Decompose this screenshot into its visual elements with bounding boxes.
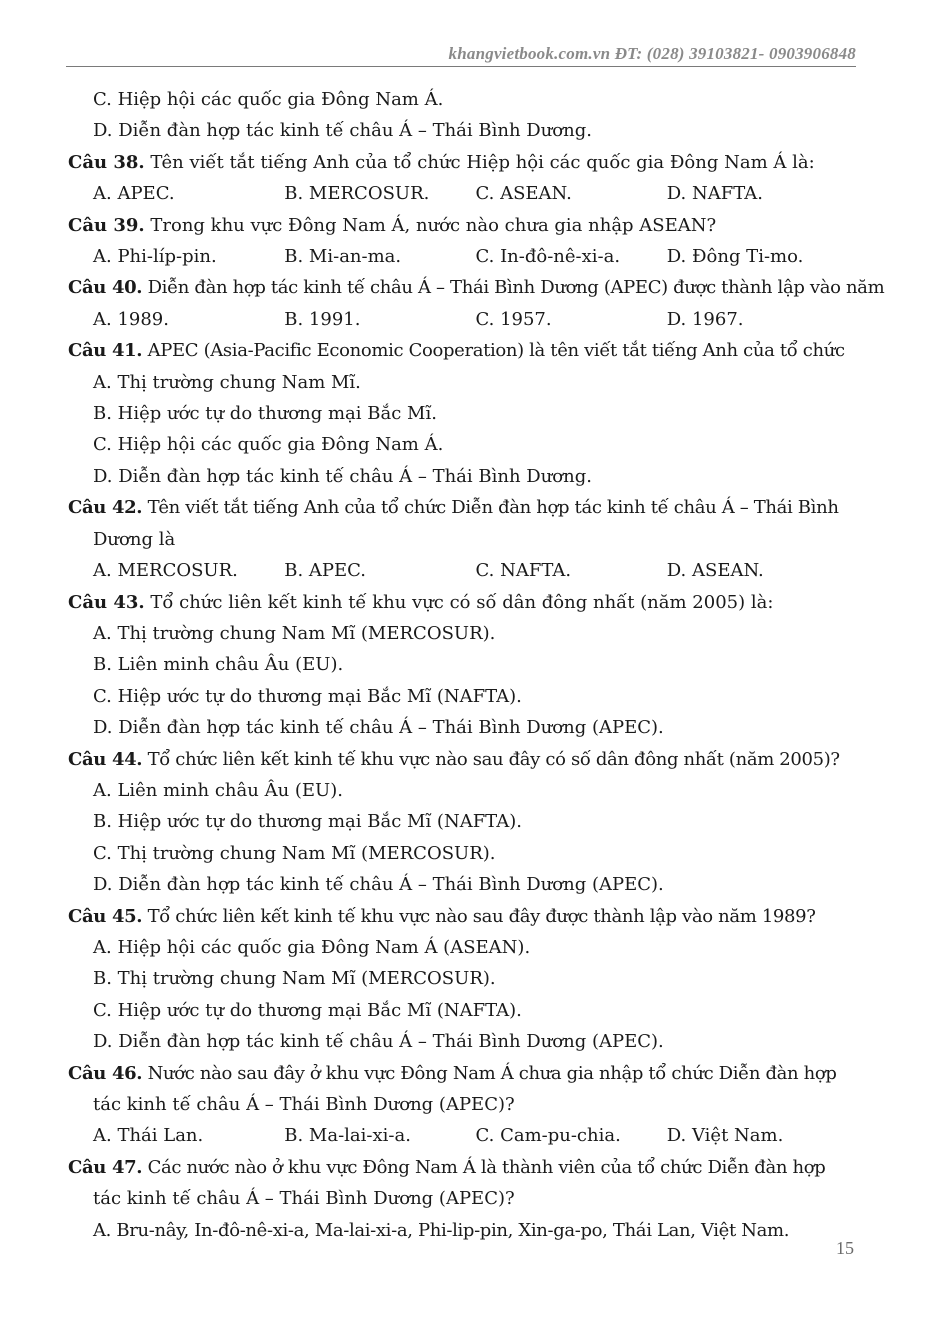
question-number: Câu 43. [68,591,145,613]
question-43 [68,587,858,618]
question-46 [68,1058,858,1089]
option-a: A. Thị trường chung Nam Mĩ. [93,371,361,393]
question-text: APEC (Asia-Pacific Economic Cooperation) là tên viết tắt tiếng Anh của tổ chức [142,340,845,362]
question-text-continued: tác kinh tế châu Á – Thái Bình Dương (APEC)? [93,1094,515,1115]
question-text: Tổ chức liên kết kinh tế khu vực có số dân đông nhất (năm 2005) là: [144,591,774,613]
question-text: Tên viết tắt tiếng Anh của tổ chức Hiệp hội các quốc gia Đông Nam Á là: [144,151,815,173]
option-b: B. Liên minh châu Âu (EU). [93,654,344,676]
option-b: B. Ma-lai-xi-a. [284,1125,411,1147]
question-text: Tổ chức liên kết kinh tế khu vực nào sau đây có số dân đông nhất (năm 2005)? [142,748,840,770]
question-number: Câu 39. [68,214,145,236]
option-a: A. Bru-nây, In-đô-nê-xi-a, Ma-lai-xi-a, Phi-lip-pin, Xin-ga-po, Thái Lan, Việt Nam. [93,1219,790,1241]
question-44 [68,744,858,775]
option-c: C. ASEAN. [475,183,572,205]
option-a: A. Thái Lan. [93,1125,204,1147]
option-b: B. Thị trường chung Nam Mĩ (MERCOSUR). [93,968,496,990]
option-d: D. Diễn đàn hợp tác kinh tế châu Á – Thái Bình Dương. [93,465,592,487]
question-text: Các nước nào ở khu vực Đông Nam Á là thành viên của tổ chức Diễn đàn hợp [142,1156,826,1178]
option-b: B. 1991. [284,308,361,330]
page-header: khangvietbook.com.vn ĐT: (028) 39103821- 0903906848 [448,44,856,63]
options-row [68,304,858,335]
option-c: C. Hiệp ước tự do thương mại Bắc Mĩ (NAFTA). [93,999,522,1021]
page-number: 15 [836,1238,854,1258]
option-a: A. Liên minh châu Âu (EU). [93,779,343,801]
page-content [68,84,885,1246]
question-number: Câu 47. [68,1156,143,1178]
question-42 [68,492,858,523]
question-number: Câu 45. [68,905,143,927]
question-text: Tổ chức liên kết kinh tế khu vực nào sau đây được thành lập vào năm 1989? [142,905,816,927]
option-c: C. Hiệp hội các quốc gia Đông Nam Á. [93,434,444,456]
option-d: D. ASEAN. [666,560,764,582]
option-d: D. Đông Ti-mo. [666,246,804,268]
option-d: D. Việt Nam. [666,1125,784,1147]
question-41 [68,335,858,366]
option-d: D. Diễn đàn hợp tác kinh tế châu Á – Thái Bình Dương. [93,120,592,142]
question-text-continued: Dương là [93,528,176,550]
question-number: Câu 41. [68,340,143,362]
option-d: D. Diễn đàn hợp tác kinh tế châu Á – Thái Bình Dương (APEC). [93,717,664,739]
option-a: A. APEC. [93,183,175,205]
option-b: B. Hiệp ước tự do thương mại Bắc Mĩ. [93,403,437,425]
options-row [68,1120,858,1151]
question-text: Trong khu vực Đông Nam Á, nước nào chưa gia nhập ASEAN? [144,214,717,236]
option-d: D. NAFTA. [666,183,763,205]
option-c: C. Hiệp hội các quốc gia Đông Nam Á. [93,89,444,110]
question-38 [68,147,858,178]
question-number: Câu 46. [68,1062,143,1084]
option-c: C. In-đô-nê-xi-a. [475,246,621,268]
option-d: D. Diễn đàn hợp tác kinh tế châu Á – Thái Bình Dương (APEC). [93,874,664,896]
question-text-continued: tác kinh tế châu Á – Thái Bình Dương (APEC)? [93,1188,515,1210]
option-c: C. Hiệp ước tự do thương mại Bắc Mĩ (NAFTA). [93,685,522,707]
option-a: A. Thị trường chung Nam Mĩ (MERCOSUR). [93,622,496,644]
question-47 [68,1152,858,1183]
option-b: B. Mi-an-ma. [284,246,402,268]
question-45 [68,901,858,932]
options-row [68,555,858,586]
option-c: C. Thị trường chung Nam Mĩ (MERCOSUR). [93,842,496,864]
option-d: D. Diễn đàn hợp tác kinh tế châu Á – Thái Bình Dương (APEC). [93,1031,664,1053]
question-number: Câu 42. [68,497,143,519]
question-text: Diễn đàn hợp tác kinh tế châu Á – Thái Bình Dương (APEC) được thành lập vào năm [142,277,885,299]
question-text: Nước nào sau đây ở khu vực Đông Nam Á chưa gia nhập tổ chức Diễn đàn hợp [142,1062,837,1084]
option-a: A. 1989. [93,308,169,330]
option-c: C. 1957. [475,308,552,330]
option-a: A. Phi-líp-pin. [93,246,217,268]
options-row [68,178,858,209]
option-c: C. Cam-pu-chia. [475,1125,621,1147]
option-b: B. APEC. [284,560,367,582]
option-b: B. Hiệp ước tự do thương mại Bắc Mĩ (NAFTA). [93,811,522,833]
question-number: Câu 44. [68,748,143,770]
option-b: B. MERCOSUR. [284,183,430,205]
options-row [68,241,858,272]
question-39 [68,210,858,241]
question-number: Câu 40. [68,277,143,299]
option-c: C. NAFTA. [475,560,572,582]
header-rule [66,66,856,67]
option-d: D. 1967. [666,308,744,330]
option-a: A. MERCOSUR. [93,560,238,582]
question-number: Câu 38. [68,151,145,173]
option-a: A. Hiệp hội các quốc gia Đông Nam Á (ASEAN). [93,936,531,958]
question-40 [68,272,885,303]
question-text: Tên viết tắt tiếng Anh của tổ chức Diễn đàn hợp tác kinh tế châu Á – Thái Bình [142,497,839,519]
